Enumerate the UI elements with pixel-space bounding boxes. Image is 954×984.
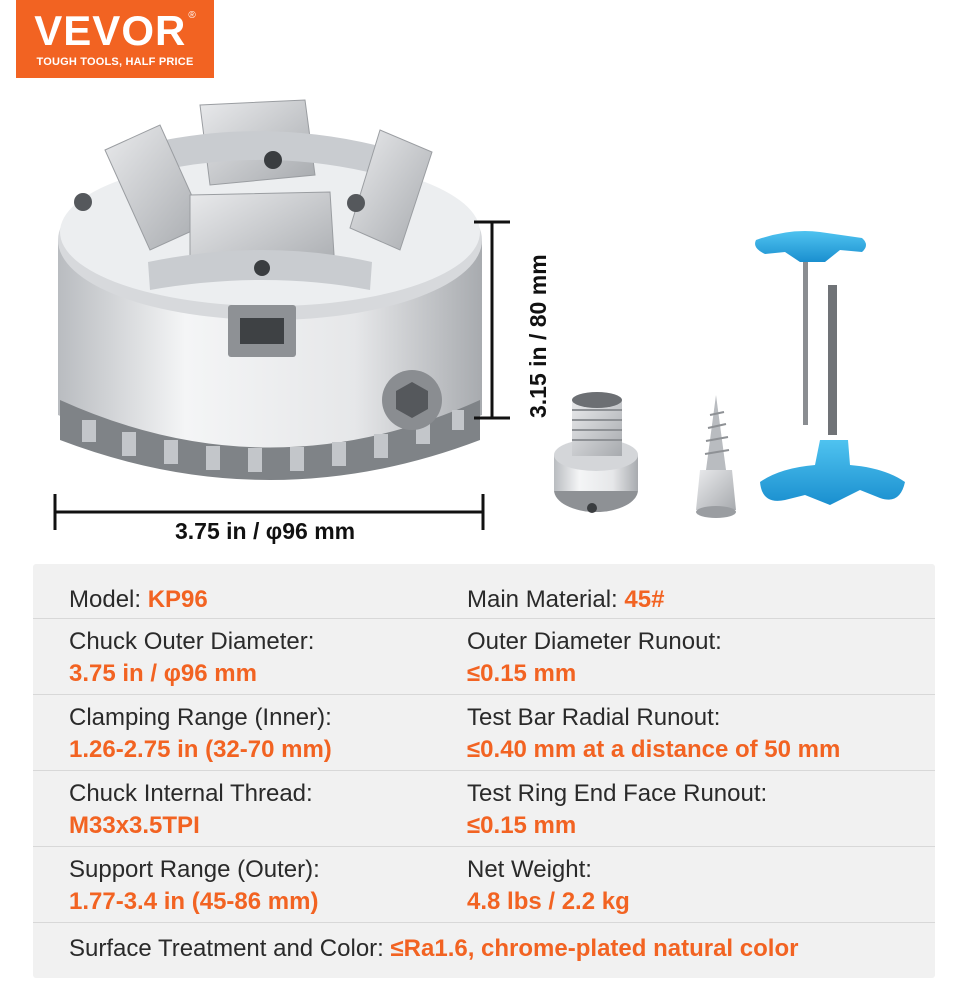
material-label: Main Material: xyxy=(467,586,618,613)
logo-brand: VEVOR xyxy=(34,7,187,54)
spec-row xyxy=(33,846,935,923)
model-value: KP96 xyxy=(147,586,208,613)
surface-value: ≤Ra1.6, chrome-plated natural color xyxy=(390,935,799,962)
support-range-label: Support Range (Outer): xyxy=(69,856,320,883)
thread-label: Chuck Internal Thread: xyxy=(69,780,313,807)
net-weight-value: 4.8 lbs / 2.2 kg xyxy=(467,888,630,915)
product-illustration xyxy=(0,80,954,560)
support-range-value: 1.77-3.4 in (45-86 mm) xyxy=(69,888,319,915)
chuck-od-value: 3.75 in / φ96 mm xyxy=(69,660,257,687)
test-ring-value: ≤0.15 mm xyxy=(467,812,577,839)
spec-row xyxy=(33,922,935,979)
logo-registered: ® xyxy=(188,10,196,21)
spec-row xyxy=(33,770,935,847)
height-dimension-label: 3.15 in / 80 mm xyxy=(525,254,551,418)
test-ring-label: Test Ring End Face Runout: xyxy=(467,780,768,807)
od-runout-label: Outer Diameter Runout: xyxy=(467,628,722,655)
width-dimension-label: 3.75 in / φ96 mm xyxy=(175,518,356,544)
test-bar-value: ≤0.40 mm at a distance of 50 mm xyxy=(467,736,841,763)
clamp-range-label: Clamping Range (Inner): xyxy=(69,704,332,731)
net-weight-label: Net Weight: xyxy=(467,856,592,883)
surface-label: Surface Treatment and Color: xyxy=(69,935,384,962)
od-runout-value: ≤0.15 mm xyxy=(467,660,577,687)
lathe-chuck-image xyxy=(58,100,482,480)
thread-adapter-image xyxy=(554,392,638,513)
spec-row xyxy=(33,694,935,771)
logo-tagline: TOUGH TOOLS, HALF PRICE xyxy=(36,56,194,68)
thread-value: M33x3.5TPI xyxy=(69,812,200,839)
model-label: Model: xyxy=(69,586,142,613)
test-bar-label: Test Bar Radial Runout: xyxy=(467,704,721,731)
chuck-od-label: Chuck Outer Diameter: xyxy=(69,628,315,655)
spec-panel xyxy=(33,564,935,978)
material-value: 45# xyxy=(624,586,665,613)
wood-screw-image xyxy=(696,395,736,518)
spec-row xyxy=(33,564,935,616)
vevor-logo xyxy=(16,0,214,78)
spec-row xyxy=(33,618,935,695)
t-handle-wrench-image xyxy=(755,231,905,505)
clamp-range-value: 1.26-2.75 in (32-70 mm) xyxy=(69,736,332,763)
